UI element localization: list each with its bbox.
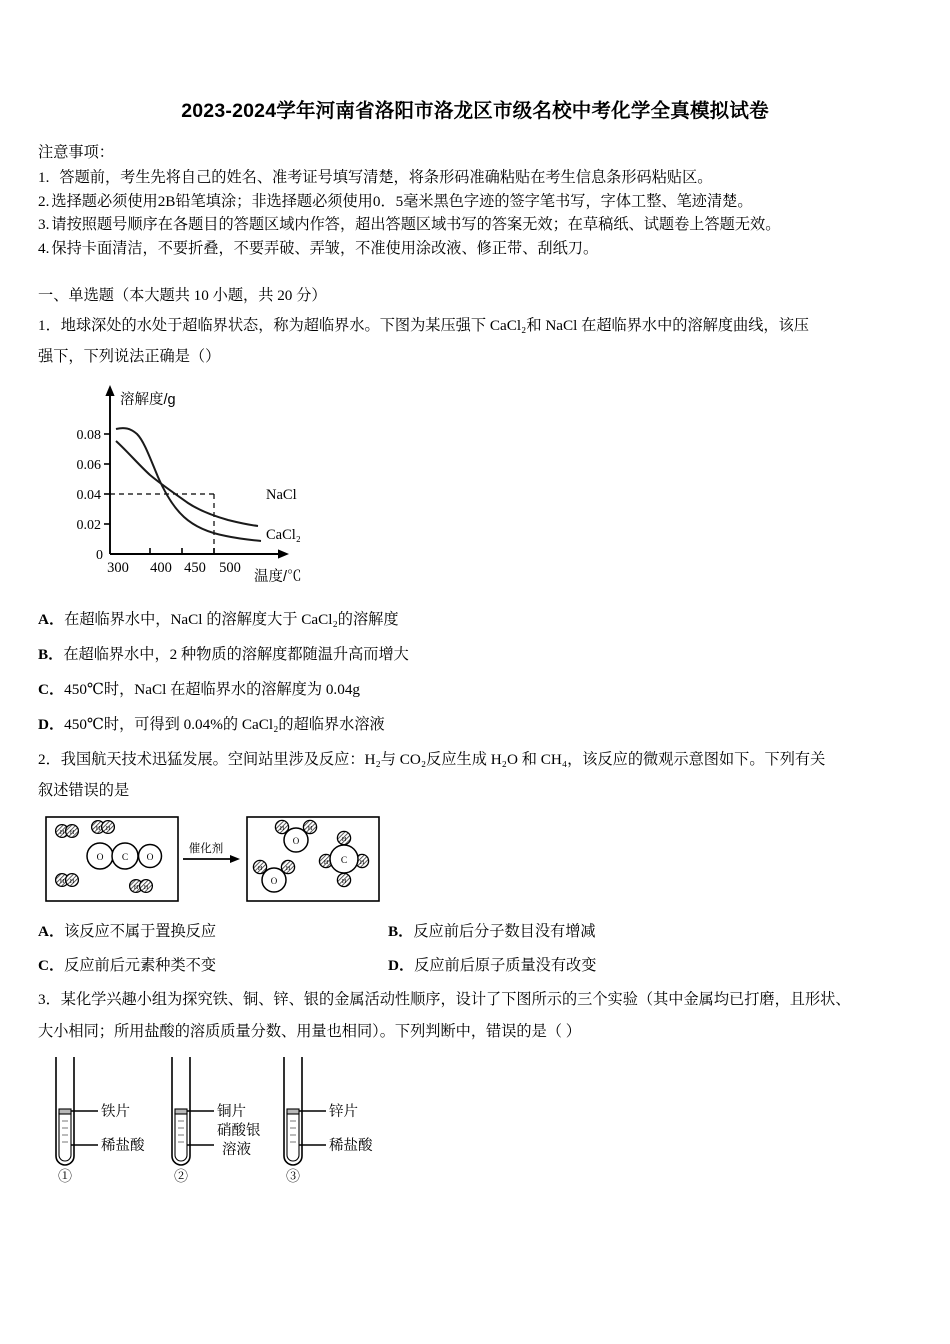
notice-heading: 注意事项： <box>38 144 114 162</box>
question-1-option-b[interactable] <box>38 638 912 673</box>
tube-3-label-metal: 锌片 <box>329 1103 358 1120</box>
svg-text:H: H <box>59 829 65 836</box>
chart-ytick-label: 0.02 <box>76 517 101 533</box>
question-1-stem-line2: 强下，下列说法正确是（） <box>38 348 221 366</box>
chart-xtick-label: 300 <box>107 559 129 576</box>
question-2-options <box>38 915 912 983</box>
methane-molecule <box>319 831 368 886</box>
question-3-stem-line2: 大小相同；所用盐酸的溶质质量分数、用量也相同）。下列判断中，错误的是（ ） <box>38 1022 581 1040</box>
notice-block <box>38 141 912 260</box>
chart-x-axis-label: 温度/℃ <box>254 568 302 585</box>
chart-x-axis-arrow <box>278 549 289 558</box>
notice-item <box>38 190 912 214</box>
solubility-chart-svg <box>58 382 348 592</box>
question-2-stem-line1: 我国航天技术迅猛发展。空间站里涉及反应：H₂与 CO₂反应生成 H₂O 和 CH₄，该反应的微观示意图如下。下列有关 <box>60 750 826 768</box>
question-3 <box>38 985 912 1015</box>
option-letter: A． <box>38 610 65 628</box>
question-3-stem-line1: 某化学兴趣小组为探究铁、铜、锌、银的金属活动性顺序，设计了下图所示的三个实验（其中金属均已打磨，且形状、 <box>60 991 851 1009</box>
chart-series-nacl <box>116 441 258 526</box>
chart-xtick-label: 400 <box>150 559 172 576</box>
chart-y-axis-arrow <box>105 385 114 396</box>
option-letter: C． <box>38 680 65 698</box>
notice-item-text: 答题前，考生先将自己的姓名、准考证号填写清楚，将条形码准确粘贴在考生信息条形码粘贴区。 <box>59 168 713 186</box>
chart-ytick-label: 0 <box>96 547 103 563</box>
question-2-option-c[interactable] <box>38 949 388 983</box>
notice-item-text: 请按照题号顺序在各题目的答题区域内作答，超出答题区域书写的答案无效；在草稿纸、试题卷上答题无效。 <box>51 216 781 234</box>
test-tube-3 <box>284 1057 373 1184</box>
notice-item <box>38 237 912 261</box>
option-letter: A． <box>38 922 65 940</box>
option-text: 450℃时，可得到 0.04%的 CaCl₂的超临界水溶液 <box>64 715 385 733</box>
question-1 <box>38 311 912 341</box>
chart-ytick-label: 0.04 <box>76 487 101 503</box>
tube-1-label-metal: 铁片 <box>101 1103 130 1120</box>
catalyst-label: 催化剂 <box>188 842 224 855</box>
notice-item-number: 2. <box>38 192 50 210</box>
svg-text:H: H <box>105 825 111 832</box>
option-letter: B． <box>38 645 64 663</box>
question-2-option-b[interactable] <box>388 915 912 949</box>
micro-reaction-figure <box>44 814 912 911</box>
svg-text:H: H <box>341 878 347 885</box>
svg-text:O: O <box>96 852 104 863</box>
tube-2-label-metal: 铜片 <box>217 1103 246 1120</box>
reaction-arrow-head <box>230 855 240 863</box>
svg-text:H: H <box>143 884 149 891</box>
tube-liquid <box>175 1113 187 1161</box>
option-text: 在超临界水中，2 种物质的溶解度都随温升高而增大 <box>63 645 409 663</box>
test-tube-1 <box>56 1057 145 1184</box>
svg-text:H: H <box>257 865 263 872</box>
option-text: 该反应不属于置换反应 <box>64 922 217 940</box>
svg-text:H: H <box>69 829 75 836</box>
question-2 <box>38 745 912 775</box>
test-tube-2 <box>172 1057 261 1184</box>
option-text: 450℃时，NaCl 在超临界水的溶解度为 0.04g <box>64 680 361 698</box>
metal-strip <box>175 1109 187 1114</box>
question-2-option-a[interactable] <box>38 915 388 949</box>
option-letter: B． <box>388 922 414 940</box>
tube-liquid <box>287 1113 299 1161</box>
chart-ytick-label: 0.08 <box>76 427 101 443</box>
tube-2-label-solution-cont: 溶液 <box>222 1141 251 1158</box>
chart-series-cacl2 <box>116 428 261 541</box>
tube-2-index: ② <box>174 1167 188 1184</box>
svg-text:O: O <box>146 852 154 863</box>
svg-text:H: H <box>359 859 365 866</box>
hydrogen-molecule <box>92 820 115 833</box>
tube-1-index: ① <box>58 1167 72 1184</box>
chart-y-axis-label: 溶解度/g <box>120 391 176 408</box>
page-title: 2023-2024学年河南省洛阳市洛龙区市级名校中考化学全真模拟试卷 <box>181 100 769 122</box>
svg-text:C: C <box>121 852 129 863</box>
question-2-number: 2． <box>38 750 61 768</box>
water-molecule <box>275 820 316 852</box>
test-tubes-svg <box>44 1053 414 1188</box>
question-2-option-d[interactable] <box>388 949 912 983</box>
notice-item <box>38 213 912 237</box>
svg-text:H: H <box>69 878 75 885</box>
question-1-option-c[interactable] <box>38 673 912 708</box>
chart-series-label-nacl: NaCl <box>266 486 297 503</box>
option-letter: D． <box>38 715 65 733</box>
svg-text:O: O <box>270 875 278 886</box>
option-text: 在超临界水中，NaCl 的溶解度大于 CaCl₂的溶解度 <box>64 610 399 628</box>
question-1-number: 1． <box>38 316 61 334</box>
notice-item-number: 4. <box>38 239 50 257</box>
notice-item-text: 保持卡面清洁，不要折叠，不要弄破、弄皱，不准使用涂改液、修正带、刮纸刀。 <box>51 239 599 257</box>
notice-item-number: 3. <box>38 216 50 234</box>
chart-xtick-label: 450 <box>184 559 206 576</box>
tube-liquid <box>59 1113 71 1161</box>
test-tubes-figure <box>44 1053 912 1193</box>
water-molecule <box>253 860 294 892</box>
question-1-option-a[interactable] <box>38 603 912 638</box>
hydrogen-molecule <box>130 879 153 892</box>
option-letter: D． <box>388 957 415 975</box>
solubility-chart-figure <box>58 382 912 597</box>
question-1-stem-cont <box>38 342 912 372</box>
metal-strip <box>59 1109 71 1114</box>
svg-text:H: H <box>307 825 313 832</box>
carbon-dioxide-molecule <box>87 843 162 869</box>
svg-text:H: H <box>59 878 65 885</box>
chart-ytick-label: 0.06 <box>76 457 101 473</box>
svg-text:H: H <box>323 859 329 866</box>
tube-3-index: ③ <box>286 1167 300 1184</box>
option-text: 反应前后原子质量没有改变 <box>414 957 597 975</box>
svg-text:O: O <box>292 835 300 846</box>
notice-item <box>38 166 912 190</box>
svg-text:H: H <box>279 825 285 832</box>
hydrogen-molecule <box>56 824 79 837</box>
question-3-number: 3． <box>38 991 61 1009</box>
question-2-stem-cont <box>38 776 912 806</box>
chart-series-label-cacl2: CaCl₂ <box>266 526 301 543</box>
question-1-stem-line1: 地球深处的水处于超临界状态，称为超临界水。下图为某压强下 CaCl₂和 NaCl 在超临界水中的溶解度曲线，该压 <box>60 316 809 334</box>
option-text: 反应前后分子数目没有增减 <box>413 922 596 940</box>
metal-strip <box>287 1109 299 1114</box>
micro-reaction-svg <box>44 814 384 906</box>
notice-item-text: 选择题必须使用2B铅笔填涂；非选择题必须使用0．5毫米黑色字迹的签字笔书写，字体工整、笔迹清楚。 <box>51 192 753 210</box>
notice-item-number: 1. <box>38 168 50 186</box>
tube-2-label-solution: 硝酸银 <box>217 1122 261 1139</box>
svg-text:H: H <box>341 836 347 843</box>
hydrogen-molecule <box>56 873 79 886</box>
tube-3-label-solution: 稀盐酸 <box>329 1137 373 1154</box>
svg-text:H: H <box>95 825 101 832</box>
question-1-option-d[interactable] <box>38 708 912 743</box>
section-heading: 一、单选题（本大题共 10 小题，共 20 分） <box>38 287 327 305</box>
chart-xtick-label: 500 <box>219 559 241 576</box>
option-text: 反应前后元素种类不变 <box>64 957 217 975</box>
question-2-stem-line2: 叙述错误的是 <box>38 782 130 800</box>
option-letter: C． <box>38 957 65 975</box>
svg-text:H: H <box>133 884 139 891</box>
svg-text:C: C <box>340 855 348 866</box>
tube-1-label-solution: 稀盐酸 <box>101 1137 145 1154</box>
svg-text:H: H <box>285 865 291 872</box>
question-3-stem-cont <box>38 1017 912 1047</box>
question-1-options <box>38 603 912 743</box>
